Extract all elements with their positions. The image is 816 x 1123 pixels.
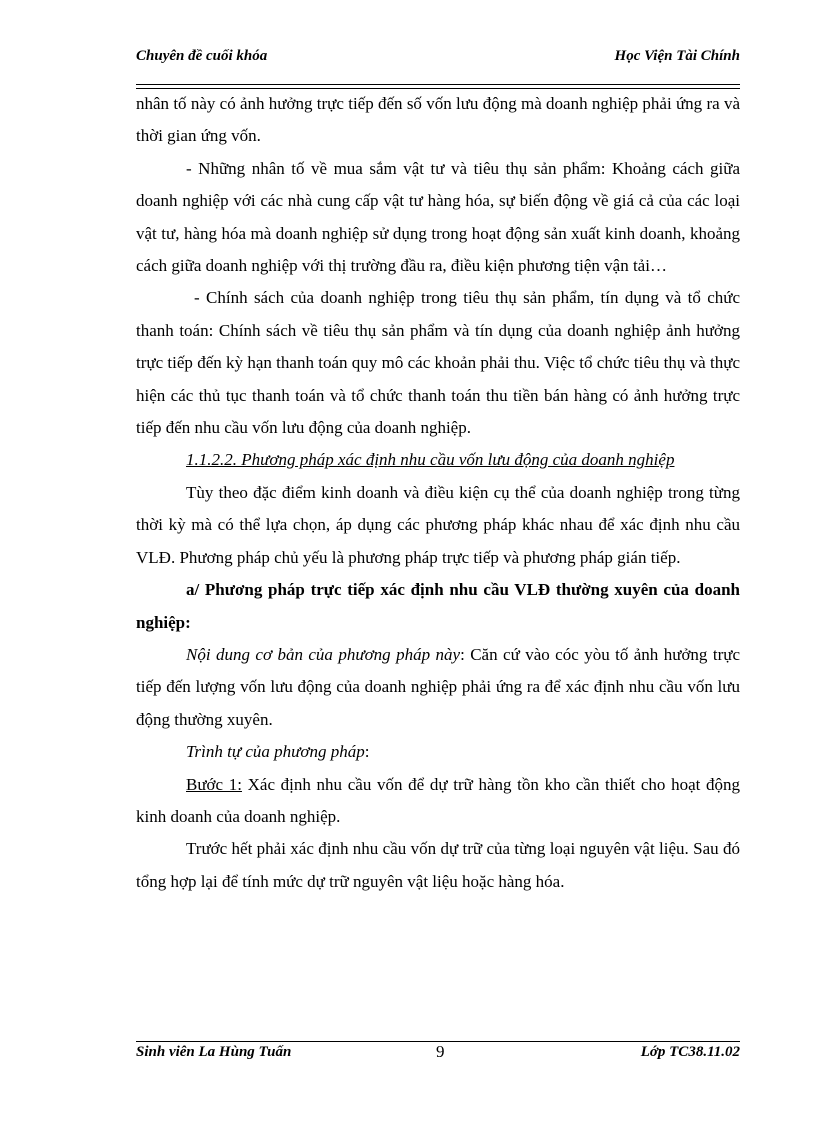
step-1-text: Xác định nhu cầu vốn để dự trữ hàng tồn kho cần thiết cho hoạt động kinh doanh của doanh nghiệp. (136, 774, 740, 826)
paragraph-method-content (136, 639, 740, 736)
step-1-label: Bước 1: (186, 774, 242, 794)
paragraph-step-1 (136, 769, 740, 834)
method-sequence-colon: : (364, 742, 370, 762)
page-number: 9 (436, 1042, 445, 1061)
footer-student-name: Sinh viên La Hùng Tuấn (136, 1044, 292, 1060)
method-sequence-label: Trình tự của phương pháp (186, 742, 365, 762)
footer-class-code: Lớp TC38.11.02 (640, 1044, 740, 1060)
subsection-heading-direct-method: a/ Phương pháp trực tiếp xác định nhu cầu VLĐ thường xuyên của doanh nghiệp: (136, 580, 740, 632)
paragraph-continuation: nhân tố này có ảnh hưởng trực tiếp đến số vốn lưu động mà doanh nghiệp phải ứng ra và thời gian ứng vốn. (136, 94, 740, 146)
paragraph-purchasing-factors: - Những nhân tố về mua sắm vật tư và tiêu thụ sản phẩm: Khoảng cách giữa doanh nghiệp với các nhà cung cấp vật tư hàng hóa, sự biến động về giá cả của các loại vật tư, hàng hóa mà doanh nghiệp sử dụng trong hoạt động sản xuất kinh doanh, khoảng cách giữa doanh nghiệp với thị trường đầu ra, điều kiện phương tiện vận tải… (136, 158, 740, 276)
header-document-type: Chuyên đề cuối khóa (136, 48, 268, 64)
section-heading-1-1-2-2: 1.1.2.2. Phương pháp xác định nhu cầu vốn lưu động của doanh nghiệp (186, 450, 675, 470)
paragraph-method-intro: Tùy theo đặc điểm kinh doanh và điều kiện cụ thể của doanh nghiệp trong từng thời kỳ mà có thể lựa chọn, áp dụng các phương pháp khác nhau để xác định nhu cầu VLĐ. Phương pháp chủ yếu là phương pháp trực tiếp và phương pháp gián tiếp. (136, 482, 740, 567)
header-institution: Học Viện Tài Chính (614, 48, 740, 64)
paragraph-inventory: Trước hết phải xác định nhu cầu vốn dự trữ của từng loại nguyên vật liệu. Sau đó tổng hợp lại để tính mức dự trữ nguyên vật liệu hoặc hàng hóa. (136, 839, 740, 891)
page-header (136, 48, 740, 70)
page-footer (136, 1044, 740, 1066)
paragraph-method-sequence (136, 736, 740, 768)
paragraph-sales-policy: - Chính sách của doanh nghiệp trong tiêu thụ sản phẩm, tín dụng và tổ chức thanh toán: Chính sách về tiêu thụ sản phẩm và tín dụng của doanh nghiệp ảnh hưởng trực tiếp đến kỳ hạn thanh toán quy mô các khoản phải thu. Việc tổ chức tiêu thụ và thực hiện các thủ tục thanh toán và tổ chức thanh toán thu tiền bán hàng có ảnh hưởng trực tiếp đến nhu cầu vốn lưu động của doanh nghiệp. (136, 288, 740, 438)
method-content-label: Nội dung cơ bản của phương pháp này (186, 644, 461, 664)
page-body (136, 88, 740, 898)
method-content-text: : Căn cứ vào cóc yòu tố ảnh hưởng trực tiếp đến lượng vốn lưu động của doanh nghiệp phải ứng ra để xác định nhu cầu vốn lưu động thường xuyên. (136, 644, 740, 729)
